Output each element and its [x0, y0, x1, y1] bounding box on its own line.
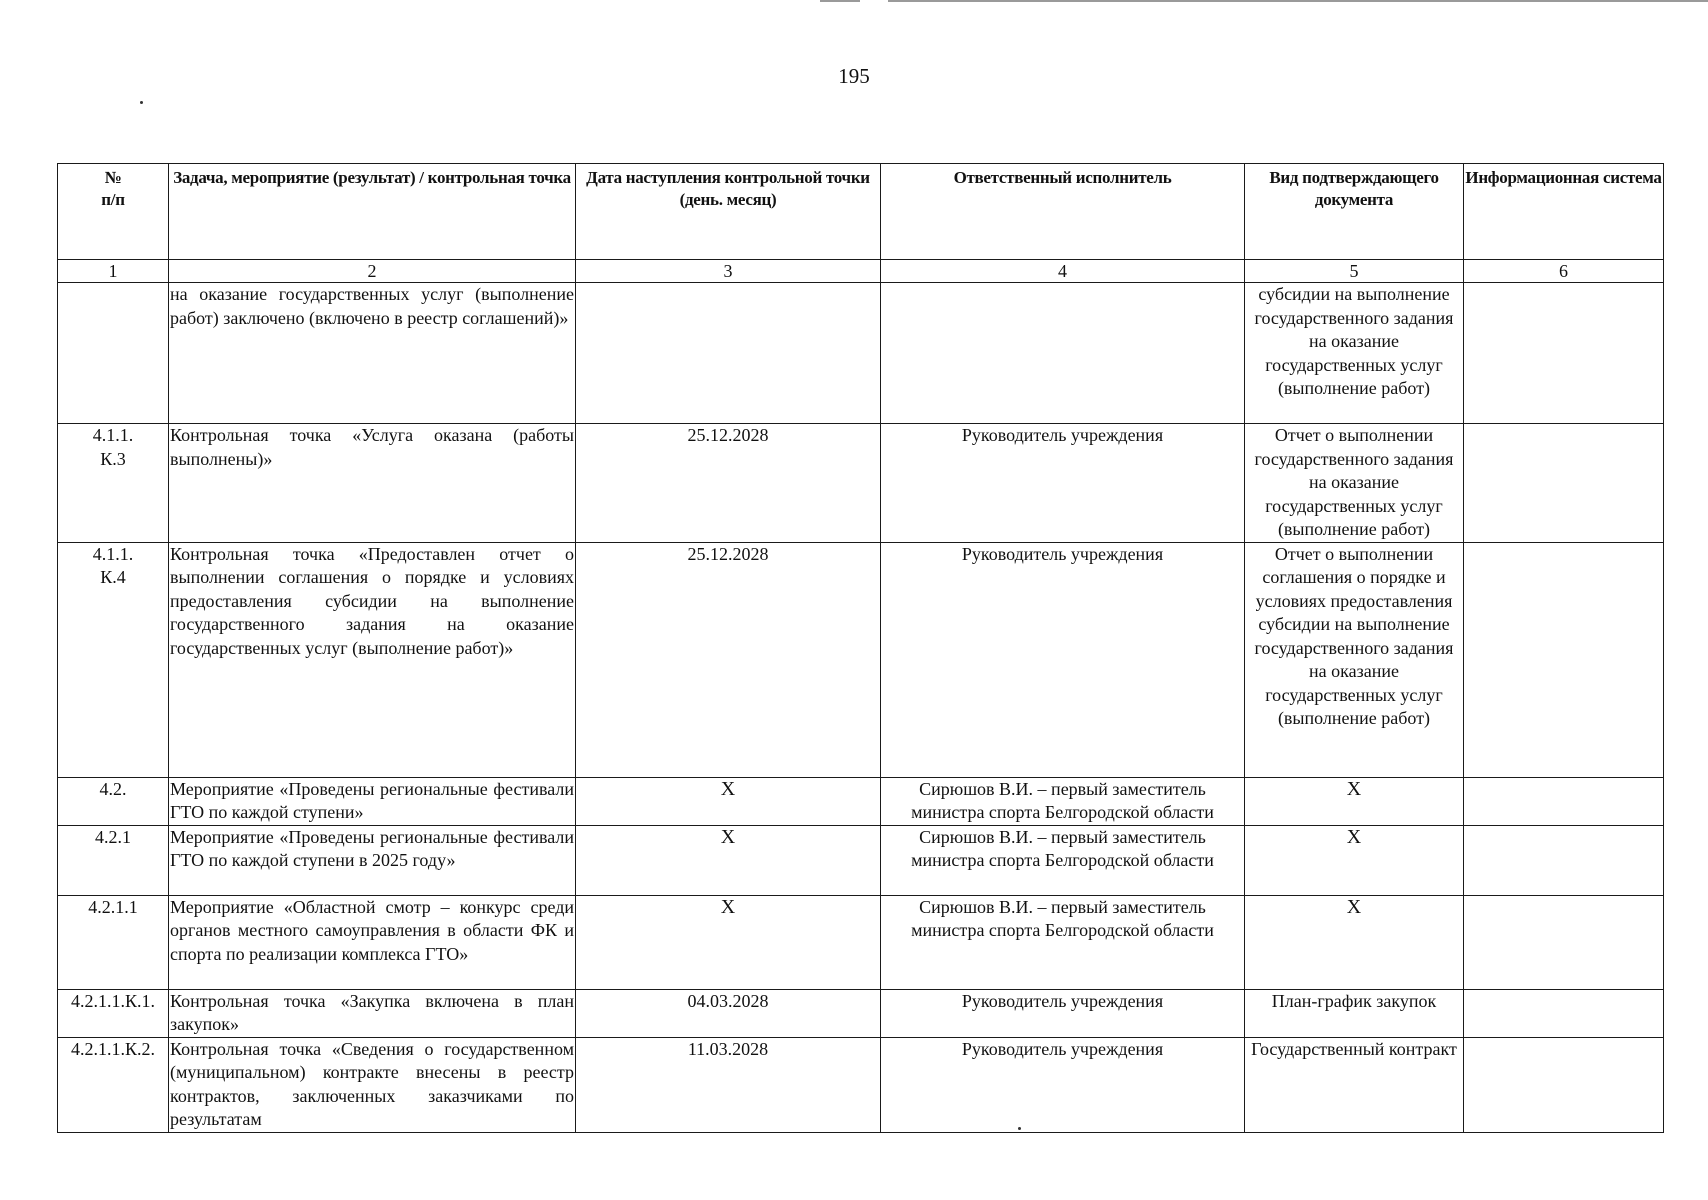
- row-task: Контрольная точка «Предоставлен отчет о выполнении соглашения о порядке и условиях предоставления субсидии на выполнение государственного задания на оказание государственных услуг (выполнение работ)»: [169, 542, 576, 777]
- row-system: [1464, 542, 1664, 777]
- row-task: Мероприятие «Проведены региональные фестивали ГТО по каждой ступени»: [169, 777, 576, 825]
- row-date: X: [576, 777, 881, 825]
- page-number: 195: [838, 64, 870, 88]
- row-number: 4.2.1.1.К.2.: [58, 1037, 169, 1132]
- row-task: Контрольная точка «Сведения о государственном (муниципальном) контракте внесены в реестр контрактов, заключенных заказчиками по результатам: [169, 1037, 576, 1132]
- row-date: X: [576, 825, 881, 895]
- row-responsible: Сирюшов В.И. – первый заместитель министра спорта Белгородской области: [881, 825, 1245, 895]
- row-date: X: [576, 895, 881, 989]
- column-number: 5: [1245, 260, 1464, 283]
- row-number: 4.1.1. К.4: [58, 542, 169, 777]
- row-system: [1464, 989, 1664, 1037]
- row-number: 4.2.1: [58, 825, 169, 895]
- row-system: [1464, 825, 1664, 895]
- row-document: План-график закупок: [1245, 989, 1464, 1037]
- row-date: [576, 283, 881, 424]
- control-points-table: [57, 163, 1664, 1133]
- scan-edge-line: [888, 0, 1708, 2]
- table-row: [58, 283, 1664, 424]
- table-row: [58, 895, 1664, 989]
- row-responsible: Руководитель учреждения: [881, 542, 1245, 777]
- row-document: X: [1245, 825, 1464, 895]
- table-row: [58, 989, 1664, 1037]
- column-number: 1: [58, 260, 169, 283]
- column-number: 4: [881, 260, 1245, 283]
- row-task: Мероприятие «Проведены региональные фестивали ГТО по каждой ступени в 2025 году»: [169, 825, 576, 895]
- row-document: Отчет о выполнении государственного задания на оказание государственных услуг (выполнение работ): [1245, 424, 1464, 543]
- row-document: Государственный контракт: [1245, 1037, 1464, 1132]
- row-system: [1464, 895, 1664, 989]
- row-responsible: Руководитель учреждения: [881, 1037, 1245, 1132]
- table-row: [58, 1037, 1664, 1132]
- column-number: 3: [576, 260, 881, 283]
- column-number: 2: [169, 260, 576, 283]
- row-document: Отчет о выполнении соглашения о порядке и условиях предоставления субсидии на выполнение государственного задания на оказание государственных услуг (выполнение работ): [1245, 542, 1464, 777]
- header-number: № п/п: [58, 164, 169, 260]
- row-task: Мероприятие «Областной смотр – конкурс среди органов местного самоуправления в области ФК и спорта по реализации комплекса ГТО»: [169, 895, 576, 989]
- row-responsible: Сирюшов В.И. – первый заместитель министра спорта Белгородской области: [881, 777, 1245, 825]
- header-date: Дата наступления контрольной точки (день. месяц): [576, 164, 881, 260]
- row-responsible: Руководитель учреждения: [881, 989, 1245, 1037]
- row-number: 4.2.: [58, 777, 169, 825]
- row-date: 25.12.2028: [576, 542, 881, 777]
- row-responsible: Руководитель учреждения: [881, 424, 1245, 543]
- row-date: 11.03.2028: [576, 1037, 881, 1132]
- row-system: [1464, 283, 1664, 424]
- row-document: субсидии на выполнение государственного задания на оказание государственных услуг (выполнение работ): [1245, 283, 1464, 424]
- row-number: 4.2.1.1.К.1.: [58, 989, 169, 1037]
- header-task: Задача, мероприятие (результат) / контрольная точка: [169, 164, 576, 260]
- row-task: Контрольная точка «Услуга оказана (работы выполнены)»: [169, 424, 576, 543]
- table-row: [58, 424, 1664, 543]
- row-responsible: Сирюшов В.И. – первый заместитель министра спорта Белгородской области: [881, 895, 1245, 989]
- row-responsible: [881, 283, 1245, 424]
- scan-edge-line: [820, 0, 860, 2]
- column-number: 6: [1464, 260, 1664, 283]
- row-system: [1464, 1037, 1664, 1132]
- row-document: X: [1245, 895, 1464, 989]
- row-task: на оказание государственных услуг (выполнение работ) заключено (включено в реестр соглашений)»: [169, 283, 576, 424]
- header-responsible: Ответственный исполнитель: [881, 164, 1245, 260]
- row-date: 25.12.2028: [576, 424, 881, 543]
- header-system: Информационная система: [1464, 164, 1664, 260]
- table-row: [58, 825, 1664, 895]
- row-system: [1464, 777, 1664, 825]
- table-header-row: [58, 164, 1664, 260]
- column-number-row: [58, 260, 1664, 283]
- row-date: 04.03.2028: [576, 989, 881, 1037]
- row-number: 4.2.1.1: [58, 895, 169, 989]
- table-row: [58, 542, 1664, 777]
- header-document: Вид подтверждающего документа: [1245, 164, 1464, 260]
- row-system: [1464, 424, 1664, 543]
- row-document: X: [1245, 777, 1464, 825]
- table-row: [58, 777, 1664, 825]
- row-number: [58, 283, 169, 424]
- row-number: 4.1.1. К.3: [58, 424, 169, 543]
- row-task: Контрольная точка «Закупка включена в план закупок»: [169, 989, 576, 1037]
- scan-speck: [140, 101, 143, 104]
